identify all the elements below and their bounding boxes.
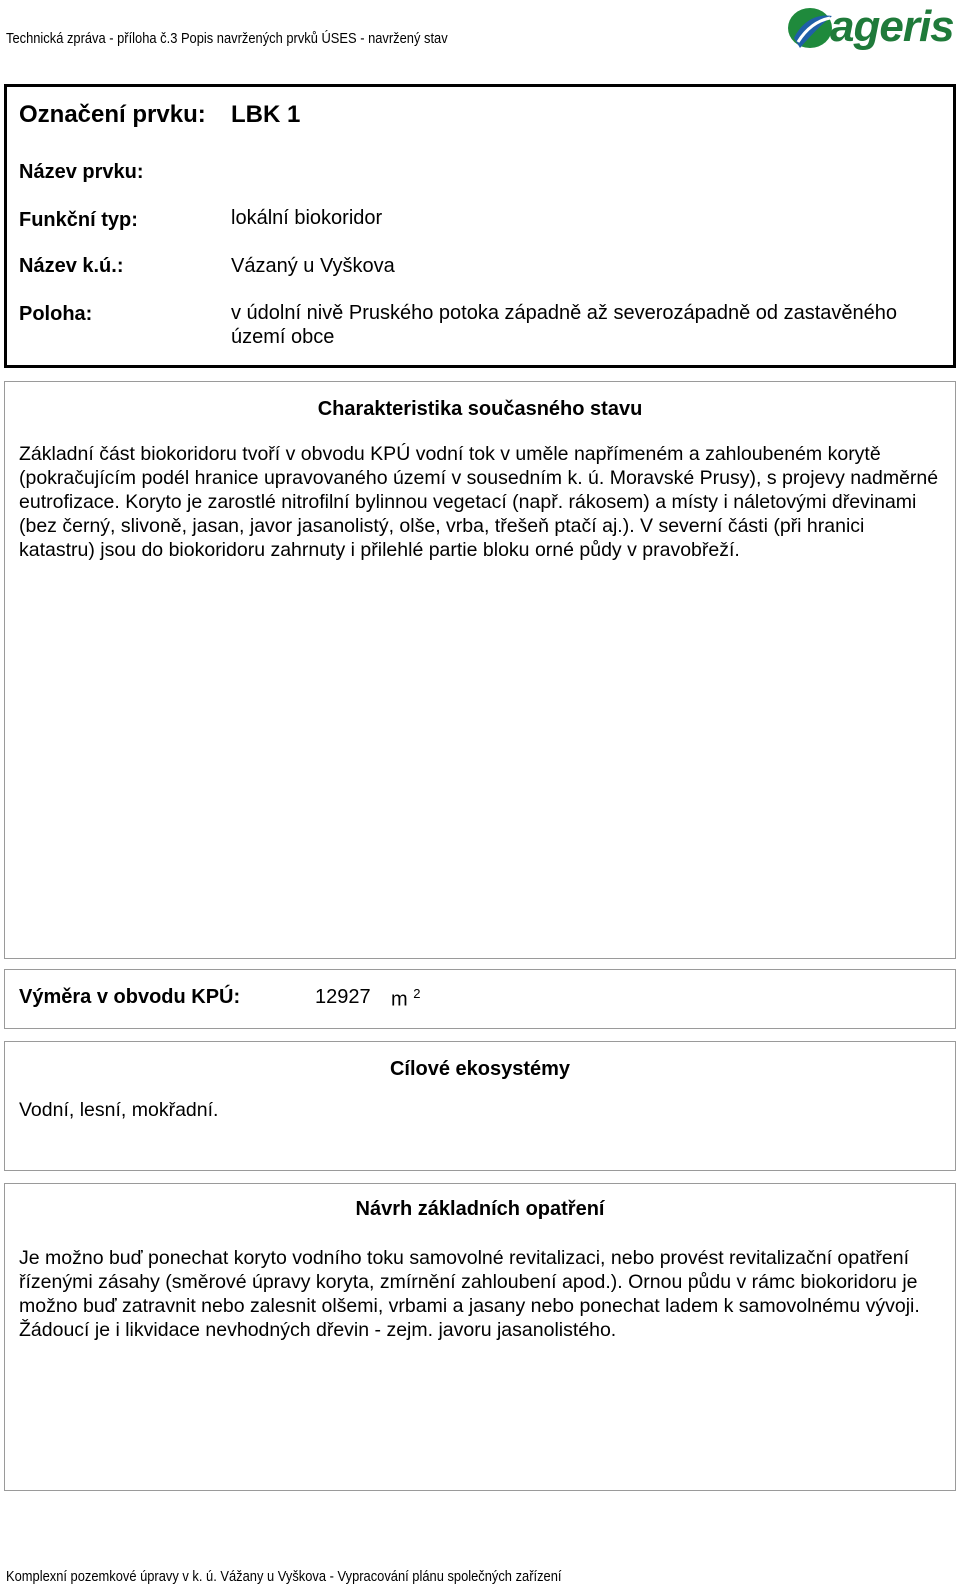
measures-text: Je možno buď ponechat koryto vodního toku samovolné revitalizaci, nebo provést revitalizační opatření řízenými zásahy (směrové úpravy koryta, zmírnění zahloubení apod.). Ornou půdu v rámc biokoridoru je možno buď zatravnit nebo zalesnit olšemi, vrbami a jasany nebo ponechat ladem k samovolnému vývoji. Žádoucí je i likvidace nevhodných dřevin - zejm. javoru jasanolistého.	[19, 1247, 920, 1341]
area-box	[4, 969, 956, 1029]
target-ecosystems-heading: Cílové ekosystémy	[389, 1058, 571, 1080]
location-label: Poloha:	[19, 303, 93, 325]
measures-heading: Návrh základních opatření	[355, 1198, 605, 1220]
measures-box	[4, 1183, 956, 1491]
area-unit-exponent: 2	[413, 986, 421, 1001]
area-label: Výměra v obvodu KPÚ:	[19, 986, 241, 1008]
cadastre-label: Název k.ú.:	[19, 255, 124, 277]
location-value: v údolní nivě Pruského potoka západně až severozápadně od zastavěného území obce	[231, 302, 898, 348]
characteristics-heading: Charakteristika současného stavu	[317, 398, 643, 420]
characteristics-box	[4, 381, 956, 959]
target-ecosystems-box	[4, 1041, 956, 1171]
logo-wordmark: ageris	[830, 2, 954, 51]
ageris-logo	[786, 4, 956, 56]
page-footer: Komplexní pozemkové úpravy v k. ú. Vážany u Vyškova - Vypracování plánu společných zařízení	[6, 1568, 562, 1585]
report-title: Technická zpráva - příloha č.3 Popis navržených prvků ÚSES - navržený stav	[6, 30, 448, 47]
designation-value: LBK 1	[231, 101, 301, 128]
characteristics-text: Základní část biokoridoru tvoří v obvodu KPÚ vodní tok v uměle napřímeném a zahloubeném korytě (pokračujícím podél hranice upravovaného území v sousedním k. ú. Moravské Prusy), s projevy nadměrné eutrofizace. Koryto je zarostlé nitrofilní bylinnou vegetací (např. rákosem) a místy i náletovými dřevinami (bez černý, slivoně, jasan, javor jasanolistý, olše, vrba, třešeň ptačí aj.). V severní části (při hranici katastru) jsou do biokoridoru zahrnuty i přilehlé partie bloku orné půdy v pravobřeží.	[19, 443, 939, 561]
area-unit-base: m	[391, 988, 408, 1011]
designation-label: Označení prvku:	[19, 101, 206, 128]
type-label: Funkční typ:	[19, 209, 138, 231]
type-value: lokální biokoridor	[231, 207, 383, 229]
target-ecosystems-text: Vodní, lesní, mokřadní.	[19, 1099, 219, 1121]
area-unit	[391, 986, 420, 1012]
element-identification-box	[4, 84, 956, 368]
area-value: 12927	[315, 986, 371, 1008]
name-label: Název prvku:	[19, 161, 144, 183]
cadastre-value: Vázaný u Vyškova	[231, 255, 395, 277]
